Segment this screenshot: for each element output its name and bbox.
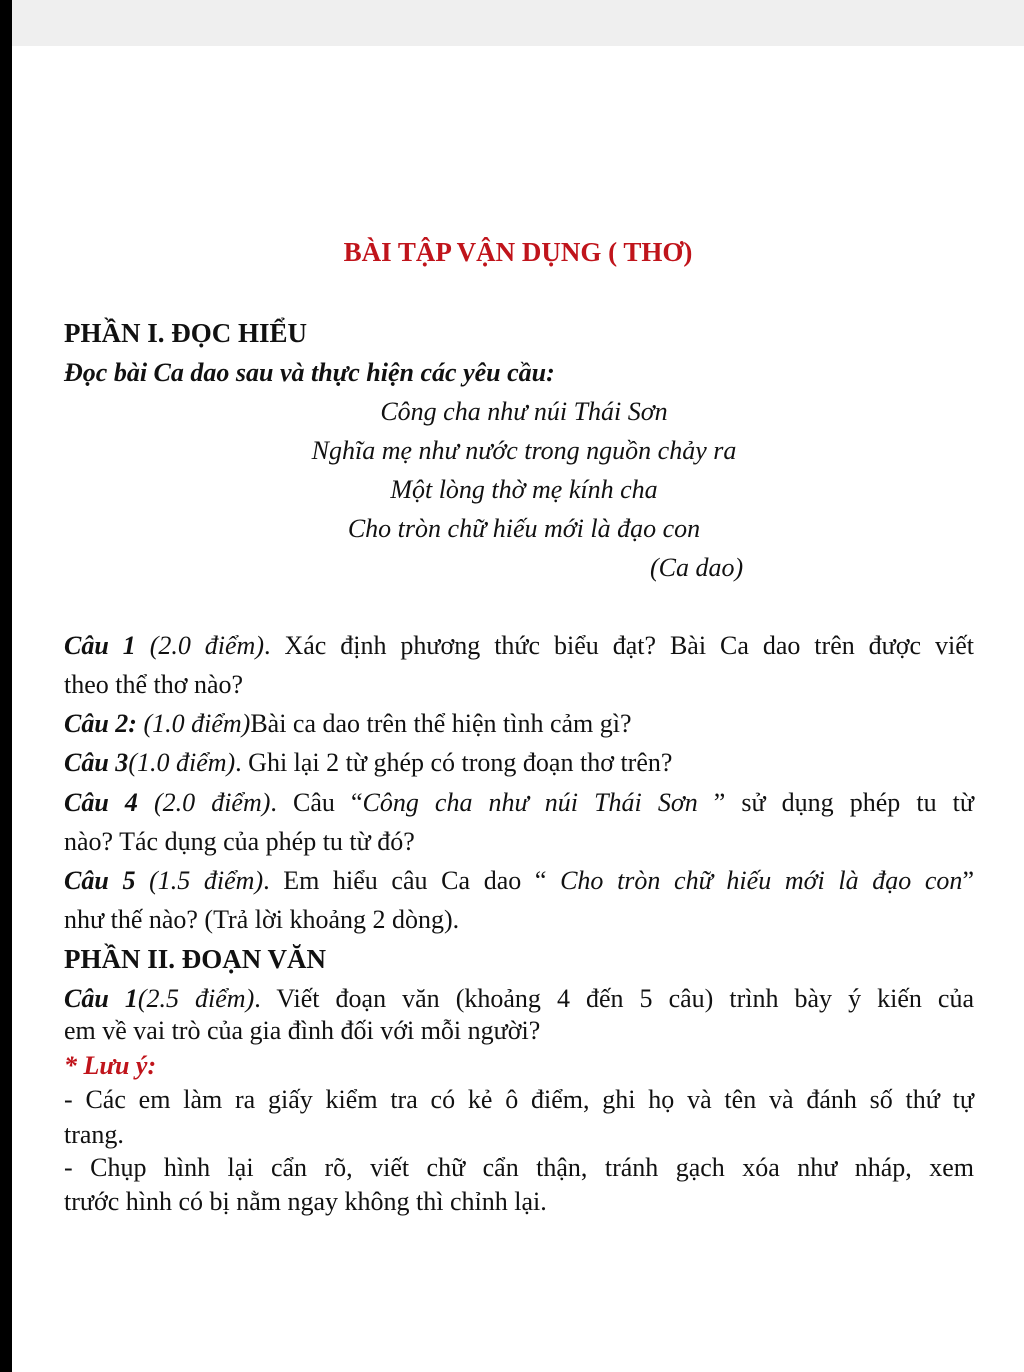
question-4-quote: Công cha như núi Thái Sơn [362,788,714,817]
question-3-text: . Ghi lại 2 từ ghép có trong đoạn thơ trên? [235,748,673,777]
question-2 [64,708,632,740]
poem-line-4: Cho tròn chữ hiếu mới là đạo con [347,514,701,543]
question-2-score: (1.0 điểm) [136,709,251,738]
question-4-text: . Câu “ [270,788,363,817]
question-5-score: (1.5 điểm) [135,866,264,895]
question-1-text: . Xác định phương thức biểu đạt? Bài Ca dao trên được viết [264,631,974,660]
question-1-continuation: theo thể thơ nào? [64,670,244,699]
question-1 [64,630,974,662]
question-3-score: (1.0 điểm) [128,748,236,777]
document-page [12,46,1024,1372]
part2-question-1-score: (2.5 điểm) [137,984,255,1013]
note-item-2-continuation: trước hình có bị nằm ngay không thì chỉnh lại. [64,1187,547,1216]
part1-instruction: Đọc bài Ca dao sau và thực hiện các yêu cầu: [64,358,555,387]
document-title: BÀI TẬP VẬN DỤNG ( THƠ) [343,237,693,267]
note-item-1-continuation: trang. [64,1120,124,1149]
question-5 [64,865,974,897]
question-4-score: (2.0 điểm) [137,788,271,817]
question-4-label: Câu 4 [64,788,138,817]
note-heading: * Lưu ý: [64,1051,157,1080]
question-5-text: . Em hiểu câu Ca dao “ [263,866,561,895]
poem-line-2: Nghĩa mẹ như nước trong nguồn chảy ra [311,436,737,465]
question-5-continuation: như thế nào? (Trả lời khoảng 2 dòng). [64,905,460,934]
poem-source: (Ca dao) [650,553,744,582]
question-5-quote: Cho tròn chữ hiếu mới là đạo con [560,866,963,895]
part2-question-1 [64,983,974,1015]
note-item-2: - Chụp hình lại cẩn rõ, viết chữ cẩn thận, tránh gạch xóa như nháp, xem [64,1153,974,1182]
question-5-label: Câu 5 [64,866,136,895]
top-bar [0,0,1024,46]
part2-question-1-continuation: em về vai trò của gia đình đối với mỗi người? [64,1016,541,1045]
left-border [0,0,12,1372]
question-4-continuation: nào? Tác dụng của phép tu từ đó? [64,827,415,856]
part2-question-1-label: Câu 1 [64,984,138,1013]
question-2-label: Câu 2: [64,709,137,738]
question-4 [64,787,974,819]
question-3 [64,747,672,779]
part2-question-1-text: . Viết đoạn văn (khoảng 4 đến 5 câu) trình bày ý kiến của [254,984,975,1013]
question-1-score: (2.0 điểm) [135,631,264,660]
question-5-text-end: ” [962,866,974,895]
poem-line-3: Một lòng thờ mẹ kính cha [390,475,658,504]
question-3-label: Câu 3 [64,748,129,777]
part1-heading: PHẦN I. ĐỌC HIỂU [64,318,308,348]
poem-line-1: Công cha như núi Thái Sơn [380,397,668,426]
part2-heading: PHẦN II. ĐOẠN VĂN [64,944,327,974]
note-item-1: - Các em làm ra giấy kiểm tra có kẻ ô điểm, ghi họ và tên và đánh số thứ tự [64,1085,974,1114]
question-4-text-end: ” sử dụng phép tu từ [713,788,974,817]
question-1-label: Câu 1 [64,631,136,660]
question-2-text: Bài ca dao trên thể hiện tình cảm gì? [250,709,632,738]
